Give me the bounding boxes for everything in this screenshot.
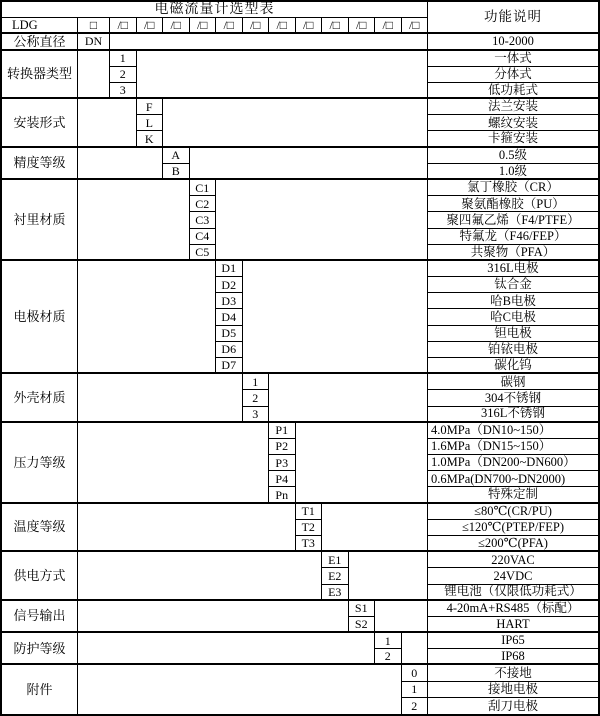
function-desc-cell: ≤80℃(CR/PU)	[428, 504, 598, 520]
function-desc-cell: 刮刀电极	[487, 698, 538, 713]
code-cell: 1	[375, 633, 402, 649]
model-prefix: LDG	[2, 18, 78, 34]
code-cell: 2	[243, 390, 270, 406]
model-code-box: /□	[216, 18, 243, 34]
category-label: 精度等级	[2, 148, 78, 180]
code-cell: D6	[216, 342, 243, 358]
empty-region	[190, 148, 429, 180]
category-label: 安装形式	[2, 99, 78, 148]
model-code-box: /□	[110, 18, 137, 34]
category-label: 衬里材质	[2, 180, 78, 261]
function-desc-cell: 一体式	[428, 51, 598, 67]
function-desc-cell: 钽电极	[428, 326, 598, 342]
function-desc-cell: HART	[428, 617, 598, 633]
function-desc-cell: IP65	[428, 633, 598, 649]
model-code-box: /□	[269, 18, 296, 34]
model-code-box: /□	[190, 18, 217, 34]
function-column-header: 功能说明	[428, 2, 598, 34]
code-cell: DN	[78, 34, 110, 50]
model-code-box: /□	[349, 18, 376, 34]
code-cell: S1	[349, 601, 376, 617]
function-desc-cell: 卡箍安装	[428, 131, 598, 147]
code-cell: C1	[190, 180, 217, 196]
function-desc-cell: 1.0级	[428, 164, 598, 180]
empty-region	[78, 51, 110, 100]
function-desc-cell: IP68	[428, 649, 598, 665]
code-cell: B	[163, 164, 190, 180]
function-desc-cell: 哈C电极	[428, 309, 598, 325]
category-label: 公称直径	[2, 34, 78, 50]
empty-region	[296, 423, 429, 504]
model-code-box: /□	[137, 18, 164, 34]
model-code-box: /□	[375, 18, 402, 34]
function-desc-cell: 氯丁橡胶（CR）	[428, 180, 598, 196]
code-cell: K	[137, 131, 164, 147]
code-cell: E1	[322, 552, 349, 568]
code-cell: P4	[269, 471, 296, 487]
empty-region	[78, 665, 402, 714]
code-cell: C4	[190, 229, 217, 245]
function-desc-cell: 特氟龙（F46/FEP）	[428, 229, 598, 245]
category-label: 供电方式	[2, 552, 78, 601]
function-desc-cell: 碳钢	[428, 374, 598, 390]
function-desc-cell: 聚氨酯橡胶（PU）	[428, 196, 598, 212]
function-desc-cell: ≤120℃(PTEP/FEP)	[428, 520, 598, 536]
category-label: 信号输出	[2, 601, 78, 633]
code-cell: T3	[296, 536, 323, 552]
function-desc-cell: 不接地	[428, 665, 598, 681]
empty-region	[78, 552, 322, 601]
function-desc-cell: 接地电极	[428, 682, 598, 698]
empty-region	[137, 51, 429, 100]
function-desc-cell: 特殊定制	[428, 487, 598, 503]
code-cell: D1	[216, 261, 243, 277]
code-cell: D4	[216, 309, 243, 325]
empty-region	[402, 633, 429, 665]
empty-region	[78, 601, 349, 633]
code-cell: T2	[296, 520, 323, 536]
code-cell: C5	[190, 245, 217, 261]
code-cell: D5	[216, 326, 243, 342]
empty-region	[243, 261, 429, 374]
empty-region	[375, 601, 428, 633]
empty-region	[269, 374, 428, 423]
code-cell: P3	[269, 455, 296, 471]
category-label: 压力等级	[2, 423, 78, 504]
category-label: 电极材质	[2, 261, 78, 374]
table-title: 电磁流量计选型表	[2, 2, 428, 18]
code-cell: S2	[349, 617, 376, 633]
model-code-box: /□	[402, 18, 429, 34]
model-code-box: □	[78, 18, 110, 34]
empty-region	[78, 374, 243, 423]
function-desc-cell: 共聚物（PFA）	[428, 245, 598, 261]
code-cell: A	[163, 148, 190, 164]
code-cell: D3	[216, 293, 243, 309]
empty-region	[78, 261, 216, 374]
function-desc-cell: 316L不锈钢	[428, 407, 598, 423]
function-desc-cell: 316L电极	[428, 261, 598, 277]
empty-region	[349, 552, 429, 601]
function-desc-cell: 4-20mA+RS485（标配）	[428, 601, 598, 617]
function-desc-cell: 1.6MPa（DN15~150）	[428, 439, 598, 455]
category-label: 温度等级	[2, 504, 78, 553]
function-desc-cell: 螺纹安装	[428, 115, 598, 131]
function-desc-cell: 220VAC	[428, 552, 598, 568]
empty-region	[110, 34, 428, 50]
code-cell: L	[137, 115, 164, 131]
code-cell: 2	[110, 67, 137, 83]
code-cell: E2	[322, 568, 349, 584]
category-label: 防护等级	[2, 633, 78, 665]
code-cell: D2	[216, 277, 243, 293]
code-cell: 3	[243, 407, 270, 423]
code-cell: 1	[402, 682, 429, 698]
code-cell: F	[137, 99, 164, 115]
category-label: 外壳材质	[2, 374, 78, 423]
empty-region	[322, 504, 428, 553]
empty-region	[78, 633, 375, 665]
code-cell: 1	[243, 374, 270, 390]
code-cell: C3	[190, 212, 217, 228]
function-desc-cell: 4.0MPa（DN10~150）	[428, 423, 598, 439]
code-cell: 1	[110, 51, 137, 67]
function-desc-cell: 分体式	[428, 67, 598, 83]
function-desc-cell: ≤200℃(PFA)	[428, 536, 598, 552]
code-cell: P2	[269, 439, 296, 455]
category-label: 转换器类型	[2, 51, 78, 100]
function-desc-cell: 1.0MPa（DN200~DN600）	[428, 455, 598, 471]
empty-region	[78, 148, 163, 180]
model-code-box: /□	[243, 18, 270, 34]
code-cell: C2	[190, 196, 217, 212]
function-desc-cell: 低功耗式	[428, 83, 598, 99]
code-cell: D7	[216, 358, 243, 374]
empty-region	[216, 180, 428, 261]
empty-region	[78, 423, 269, 504]
function-desc-cell: 0.6MPa(DN700~DN2000)	[428, 471, 598, 487]
function-desc-cell: 钛合金	[428, 277, 598, 293]
function-desc-cell: 24VDC	[428, 568, 598, 584]
code-cell: 3	[110, 83, 137, 99]
function-desc-cell: 0.5级	[428, 148, 598, 164]
code-cell: E3	[322, 585, 349, 601]
empty-region	[78, 99, 137, 148]
model-code-box: /□	[296, 18, 323, 34]
function-desc-cell: 10-2000	[428, 34, 598, 50]
code-cell: P1	[269, 423, 296, 439]
function-desc-cell: 哈B电极	[428, 293, 598, 309]
function-desc-cell: 锂电池（仅限低功耗式）	[428, 585, 598, 601]
empty-region	[163, 99, 428, 148]
empty-region	[78, 180, 190, 261]
code-cell: 2	[375, 649, 402, 665]
code-cell: 0	[402, 665, 429, 681]
function-desc-cell: 铂铱电极	[428, 342, 598, 358]
function-desc-cell: 聚四氟乙烯（F4/PTFE）	[428, 212, 598, 228]
function-desc-cell: 法兰安装	[428, 99, 598, 115]
code-cell: Pn	[269, 487, 296, 503]
code-cell: T1	[296, 504, 323, 520]
code-cell: 2	[402, 698, 429, 714]
category-label: 附件	[2, 665, 78, 714]
empty-region	[78, 504, 296, 553]
model-code-box: /□	[163, 18, 190, 34]
function-desc-cell: 304不锈钢	[428, 390, 598, 406]
function-desc-cell: 碳化钨	[428, 358, 598, 374]
model-code-box: /□	[322, 18, 349, 34]
